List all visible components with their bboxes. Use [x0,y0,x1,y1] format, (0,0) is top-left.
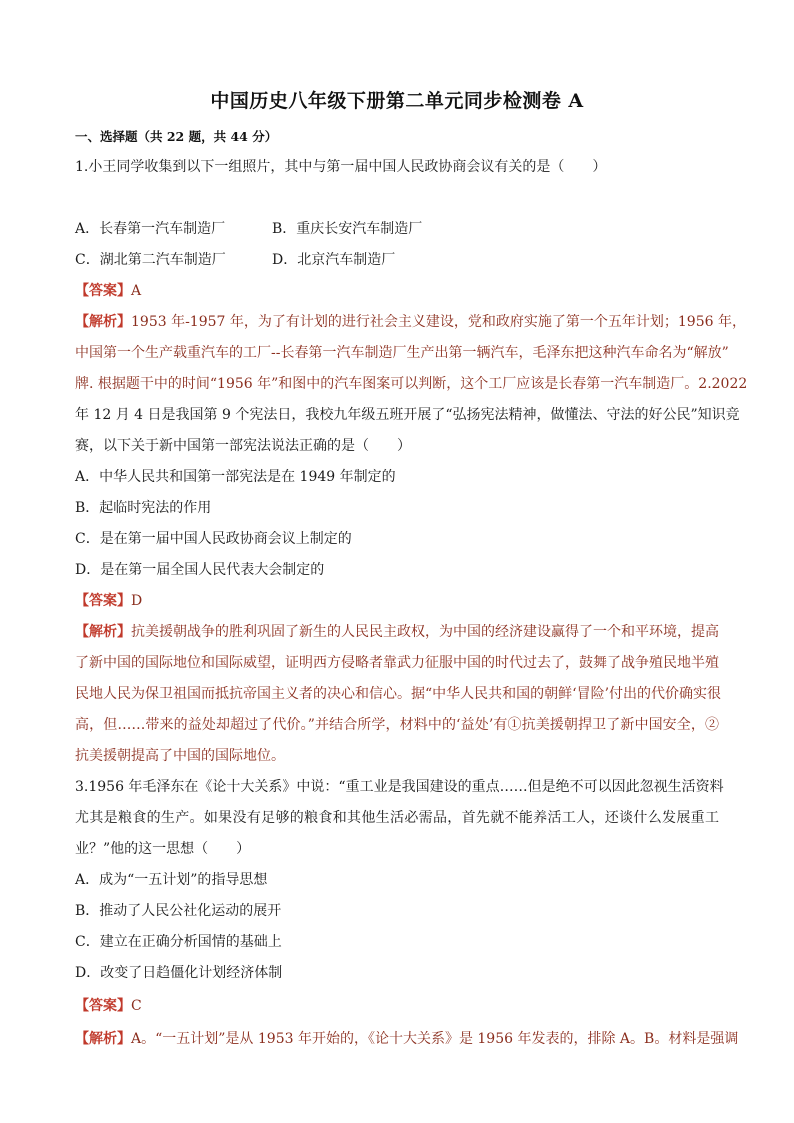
section-heading: 一、选择题（共 22 题，共 44 分） [75,129,278,144]
question-1-option-b: B．重庆长安汽车制造厂 [272,221,423,237]
question-2-option-c: C．是在第一届中国人民政协商会议上制定的 [75,531,352,547]
page-title: 中国历史八年级下册第二单元同步检测卷 A [210,90,584,112]
question-2-analysis-line-5: 抗美援朝提高了中国的国际地位。 [75,748,285,764]
question-1-option-d: D．北京汽车制造厂 [272,252,396,268]
analysis-text: 1953 年-1957 年，为了有计划的进行社会主义建设，党和政府实施了第一个五年计划；1956 年， [131,314,746,330]
answer-value: C [131,998,142,1014]
answer-value: A [131,283,142,299]
question-2-analysis-line-1 [75,621,719,641]
question-3-stem-line-3: 业？”他的这一思想（ ） [75,841,251,857]
answer-tag: 【答案】 [75,593,131,609]
answer-tag: 【答案】 [75,283,131,299]
question-1-option-a: A．长春第一汽车制造厂 [75,221,226,237]
question-2-option-b: B．起临时宪法的作用 [75,500,212,516]
question-1-analysis-line-3: 牌. 根据题干中的时间“1956 年”和图中的汽车图案可以判断，这个工厂应该是长春第一汽车制造厂。2.2022 [75,376,748,392]
analysis-tag: 【解析】 [75,624,131,640]
question-3-option-d: D．改变了日趋僵化计划经济体制 [75,965,283,981]
question-3-option-a: A．成为“一五计划”的指导思想 [75,872,268,888]
question-3-option-c: C．建立在正确分析国情的基础上 [75,934,282,950]
question-1-stem: 1.小王同学收集到以下一组照片，其中与第一届中国人民政协商会议有关的是（ ） [75,159,607,175]
question-3-stem-line-2: 尤其是粮食的生产。如果没有足够的粮食和其他生活必需品，首先就不能养活工人，还谈什么发展重工 [75,810,719,826]
question-2-option-a: A．中华人民共和国第一部宪法是在 1949 年制定的 [75,469,396,485]
question-2-analysis-line-4: 高，但……带来的益处却超过了代价。”并结合所学，材料中的‘益处’有①抗美援朝捍卫了新中国安全，② [75,717,719,733]
question-2-analysis-line-3: 民地人民为保卫祖国而抵抗帝国主义者的决心和信心。据“中华人民共和国的朝鲜‘冒险’付出的代价确实很 [75,686,722,702]
question-3-stem-line-1: 3.1956 年毛泽东在《论十大关系》中说：“重工业是我国建设的重点……但是绝不可以因此忽视生活资料 [75,779,724,795]
question-3-answer [75,995,142,1015]
answer-tag: 【答案】 [75,998,131,1014]
analysis-tag: 【解析】 [75,314,131,330]
question-1-analysis-line-2: 中国第一个生产载重汽车的工厂--长春第一汽车制造厂生产出第一辆汽车，毛泽东把这种汽车命名为“解放” [75,345,729,361]
answer-value: D [131,593,143,609]
question-2-analysis-line-2: 了新中国的国际地位和国际威望，证明西方侵略者靠武力征服中国的时代过去了，鼓舞了战争殖民地半殖 [75,655,719,671]
analysis-text: A。“一五计划”是从 1953 年开始的，《论十大关系》是 1956 年发表的，排除 A。B。材料是强调 [131,1031,739,1047]
question-1-option-c: C．湖北第二汽车制造厂 [75,252,226,268]
question-3-analysis-line-1 [75,1028,739,1048]
question-2-answer [75,590,142,610]
analysis-tag: 【解析】 [75,1031,131,1047]
analysis-text: 抗美援朝战争的胜利巩固了新生的人民民主政权，为中国的经济建设赢得了一个和平环境，提高 [131,624,719,640]
question-1-analysis-line-1 [75,311,746,331]
question-1-answer [75,280,141,300]
question-2-stem-line-1: 年 12 月 4 日是我国第 9 个宪法日，我校九年级五班开展了“弘扬宪法精神，做懂法、守法的好公民”知识竞 [75,407,740,423]
question-2-stem-line-2: 赛，以下关于新中国第一部宪法说法正确的是（ ） [75,438,411,454]
question-3-option-b: B．推动了人民公社化运动的展开 [75,903,282,919]
question-2-option-d: D．是在第一届全国人民代表大会制定的 [75,562,325,578]
